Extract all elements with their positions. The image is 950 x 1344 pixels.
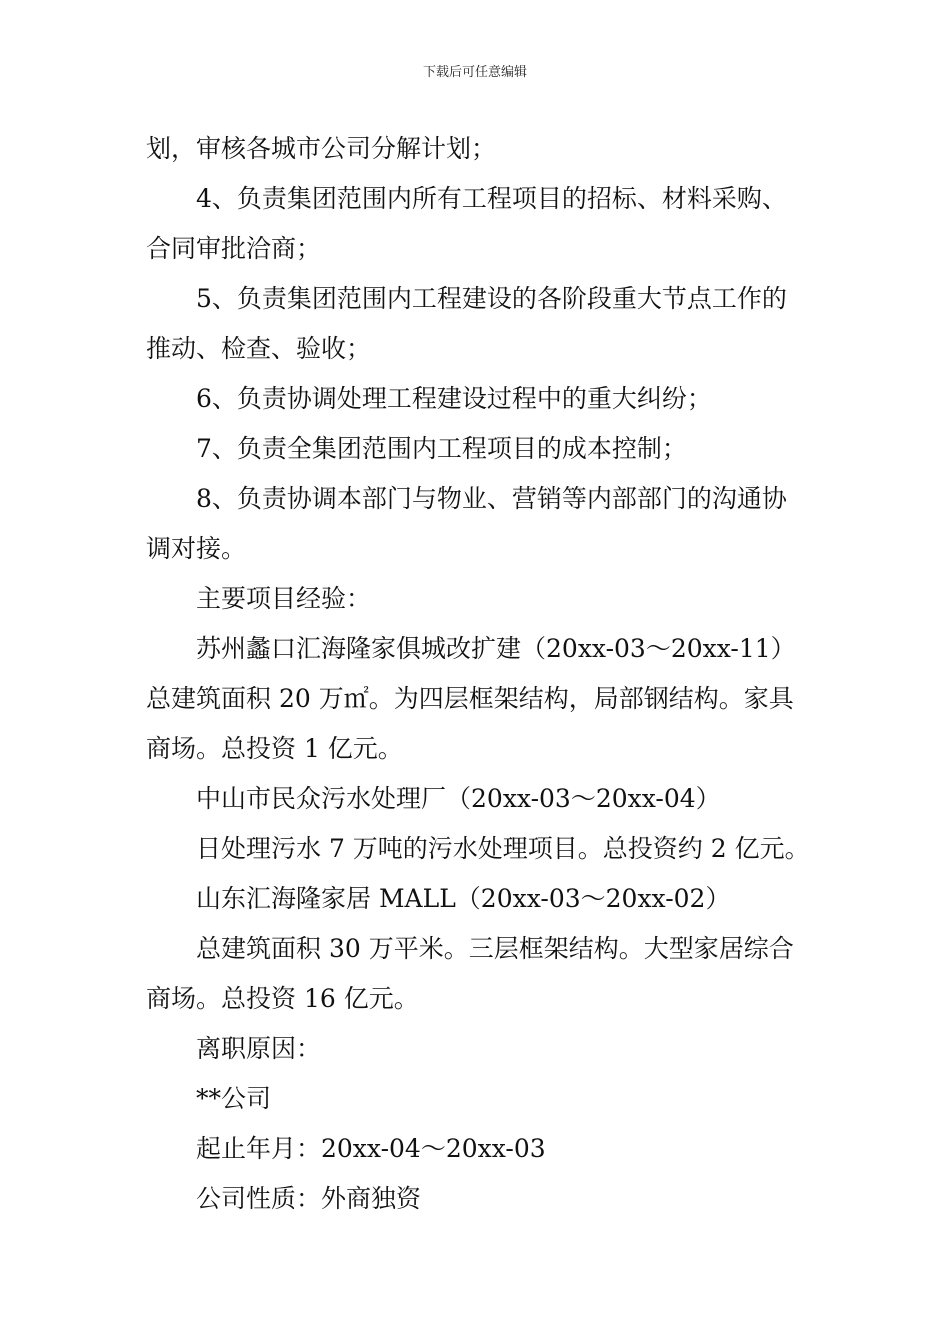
paragraph-line: 7、负责全集团范围内工程项目的成本控制； (196, 434, 687, 463)
paragraph-line: 商场。总投资 16 亿元。 (146, 984, 419, 1013)
paragraph-line: 4、负责集团范围内所有工程项目的招标、材料采购、 (196, 184, 787, 213)
paragraph-line: 总建筑面积 20 万㎡。为四层框架结构，局部钢结构。家具 (146, 684, 794, 713)
paragraph-line: 6、负责协调处理工程建设过程中的重大纠纷； (196, 384, 712, 413)
page-header-note: 下载后可任意编辑 (422, 65, 527, 80)
paragraph-line: 8、负责协调本部门与物业、营销等内部部门的沟通协 (196, 484, 787, 513)
company-type: 公司性质：外商独资 (196, 1184, 422, 1213)
paragraph-line: 5、负责集团范围内工程建设的各阶段重大节点工作的 (196, 284, 787, 313)
section-heading: 离职原因： (196, 1034, 322, 1063)
paragraph-line: 合同审批洽商； (146, 234, 322, 263)
document-body (146, 124, 814, 1224)
paragraph-line: 推动、检查、验收； (146, 334, 372, 363)
section-heading: 主要项目经验： (196, 584, 372, 613)
paragraph-line: 日处理污水 7 万吨的污水处理项目。总投资约 2 亿元。 (196, 834, 810, 863)
employment-period: 起止年月：20xx-04～20xx-03 (196, 1134, 546, 1163)
project-title: 中山市民众污水处理厂（20xx-03～20xx-04） (196, 784, 721, 813)
company-name: **公司 (196, 1084, 272, 1113)
project-title: 苏州蠡口汇海隆家俱城改扩建（20xx-03～20xx-11） (196, 634, 796, 663)
project-title: 山东汇海隆家居 MALL（20xx-03～20xx-02） (196, 884, 731, 913)
paragraph-line: 调对接。 (146, 534, 247, 563)
paragraph-line: 划，审核各城市公司分解计划； (146, 134, 497, 163)
paragraph-line: 总建筑面积 30 万平米。三层框架结构。大型家居综合 (196, 934, 794, 963)
paragraph-line: 商场。总投资 1 亿元。 (146, 734, 403, 763)
